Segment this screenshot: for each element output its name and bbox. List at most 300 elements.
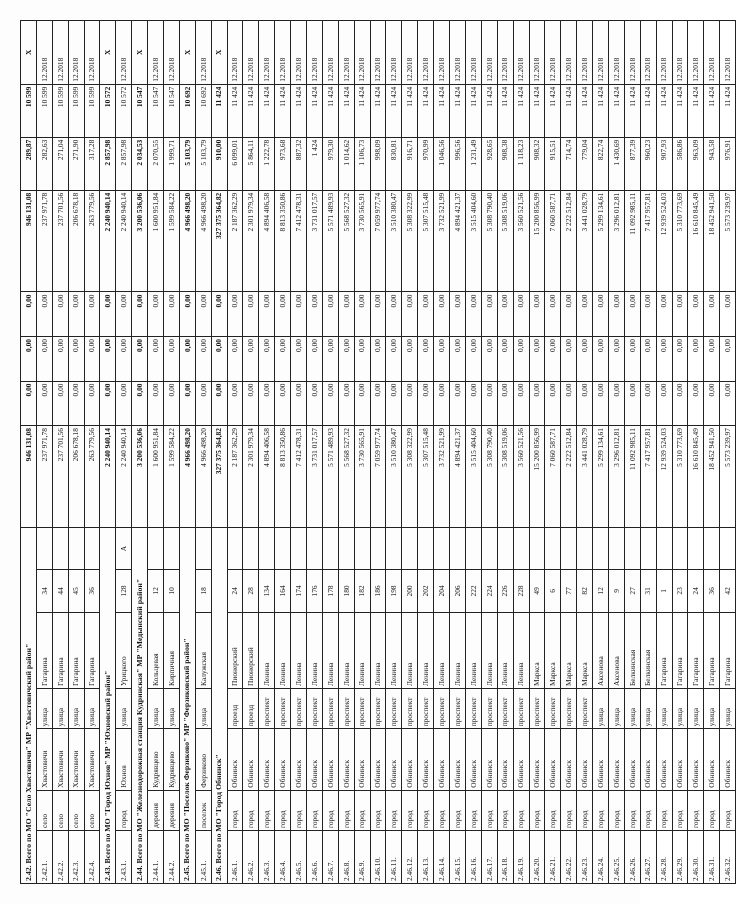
table-cell: проспект xyxy=(322,688,338,728)
table-cell: 0,00 xyxy=(291,381,307,426)
table-cell: 12.2018 xyxy=(624,21,640,85)
table-cell: 178 xyxy=(322,570,338,612)
table-row xyxy=(688,21,704,884)
table-cell: город xyxy=(322,790,338,830)
table-cell: 0,00 xyxy=(481,381,497,426)
table-cell: Ленина xyxy=(513,612,529,688)
table-cell: 12.2018 xyxy=(561,21,577,85)
section-total-cell: 0,00 xyxy=(21,292,37,337)
table-cell: 0,00 xyxy=(36,337,52,382)
section-total-cell: 910,00 xyxy=(211,137,227,190)
section-total-cell: 0,00 xyxy=(179,292,195,337)
table-cell: проспект xyxy=(434,688,450,728)
table-cell: 0,00 xyxy=(386,292,402,337)
table-cell: Обнинск xyxy=(640,729,656,790)
table-cell: 2 301 979,34 xyxy=(243,190,259,292)
table-cell: 10 572 xyxy=(116,84,132,137)
table-cell: 3 510 380,47 xyxy=(386,426,402,528)
section-total-row xyxy=(179,21,195,884)
section-total-cell: 0,00 xyxy=(179,337,195,382)
table-cell: 2.46.20. xyxy=(529,831,545,884)
table-cell: 134 xyxy=(259,570,275,612)
table-cell: 18 xyxy=(195,570,211,612)
table-cell xyxy=(322,527,338,569)
table-row xyxy=(497,21,513,884)
table-cell: 0,00 xyxy=(545,292,561,337)
table-cell: 7 417 957,81 xyxy=(640,426,656,528)
table-cell: 12.2018 xyxy=(322,21,338,85)
table-cell: Кудрявцево xyxy=(164,729,180,790)
table-cell: проспект xyxy=(275,688,291,728)
table-cell: 11 424 xyxy=(354,84,370,137)
section-total-cell: 946 131,08 xyxy=(21,426,37,528)
table-cell: 5 308 519,06 xyxy=(497,426,513,528)
table-cell: 11 424 xyxy=(624,84,640,137)
table-row xyxy=(561,21,577,884)
table-cell: 2 301 979,34 xyxy=(243,426,259,528)
table-cell: 11 424 xyxy=(513,84,529,137)
section-total-row xyxy=(132,21,148,884)
table-cell: 5 299 134,61 xyxy=(593,426,609,528)
table-cell: 0,00 xyxy=(434,292,450,337)
table-cell: 263 779,56 xyxy=(84,426,100,528)
table-cell: 960,23 xyxy=(640,137,656,190)
table-cell: 77 xyxy=(561,570,577,612)
table-cell: Белкинская xyxy=(624,612,640,688)
table-cell: 228 xyxy=(513,570,529,612)
table-cell: 36 xyxy=(84,570,100,612)
table-cell: 908,38 xyxy=(497,137,513,190)
table-cell: 4 894 421,37 xyxy=(450,190,466,292)
table-cell: 0,00 xyxy=(68,381,84,426)
table-cell: 928,65 xyxy=(481,137,497,190)
table-row xyxy=(465,21,481,884)
table-cell: 0,00 xyxy=(497,337,513,382)
table-cell: Обнинск xyxy=(434,729,450,790)
section-total-cell: X xyxy=(179,21,195,85)
table-cell xyxy=(624,527,640,569)
table-cell: 0,00 xyxy=(164,337,180,382)
table-cell: 202 xyxy=(418,570,434,612)
table-cell xyxy=(720,527,736,569)
section-total-cell: 4 966 498,20 xyxy=(179,190,195,292)
table-cell: 44 xyxy=(52,570,68,612)
table-cell xyxy=(338,527,354,569)
table-cell: 0,00 xyxy=(513,337,529,382)
table-cell: 2 187 362,29 xyxy=(227,190,243,292)
section-total-row xyxy=(100,21,116,884)
table-cell: проспект xyxy=(259,688,275,728)
table-cell xyxy=(418,527,434,569)
table-cell: город xyxy=(704,790,720,830)
table-cell: 0,00 xyxy=(545,381,561,426)
table-cell: 0,00 xyxy=(608,292,624,337)
table-cell: 5 568 527,32 xyxy=(338,426,354,528)
table-row xyxy=(307,21,323,884)
table-cell: проспект xyxy=(450,688,466,728)
table-row xyxy=(386,21,402,884)
table-row xyxy=(593,21,609,884)
table-row xyxy=(84,21,100,884)
table-cell: 164 xyxy=(275,570,291,612)
table-cell: 1 430,69 xyxy=(608,137,624,190)
table-cell xyxy=(640,527,656,569)
table-cell: 5 308 790,40 xyxy=(481,190,497,292)
section-total-cell: 0,00 xyxy=(21,337,37,382)
table-cell: 0,00 xyxy=(243,292,259,337)
table-cell: Обнинск xyxy=(307,729,323,790)
table-cell: 15 200 856,99 xyxy=(529,190,545,292)
table-cell: 0,00 xyxy=(608,381,624,426)
table-row xyxy=(720,21,736,884)
section-total-cell: 0,00 xyxy=(21,381,37,426)
table-cell: Гагарина xyxy=(68,612,84,688)
table-cell: Пионерский xyxy=(227,612,243,688)
table-cell: 1 014,62 xyxy=(338,137,354,190)
table-cell: город xyxy=(275,790,291,830)
table-cell: 5 307 515,48 xyxy=(418,426,434,528)
table-cell xyxy=(450,527,466,569)
table-cell: 2 187 362,29 xyxy=(227,426,243,528)
table-cell: 2.46.16. xyxy=(465,831,481,884)
table-row xyxy=(402,21,418,884)
section-total-cell: 0,00 xyxy=(100,292,116,337)
table-cell: 3 730 565,91 xyxy=(354,426,370,528)
table-cell: город xyxy=(370,790,386,830)
table-cell: 11 424 xyxy=(450,84,466,137)
table-cell: Кольцевая xyxy=(148,612,164,688)
table-cell: Обнинск xyxy=(497,729,513,790)
table-cell: Обнинск xyxy=(545,729,561,790)
table-cell: улица xyxy=(84,688,100,728)
table-cell: 1 046,56 xyxy=(434,137,450,190)
table-cell: 174 xyxy=(291,570,307,612)
table-cell: Гагарина xyxy=(656,612,672,688)
table-cell: 206 678,18 xyxy=(68,190,84,292)
table-cell: 0,00 xyxy=(84,381,100,426)
table-cell: 5 307 515,48 xyxy=(418,190,434,292)
table-row xyxy=(164,21,180,884)
table-cell: 11 424 xyxy=(259,84,275,137)
table-cell xyxy=(593,527,609,569)
table-cell: 0,00 xyxy=(116,292,132,337)
table-row xyxy=(418,21,434,884)
section-total-cell: 327 375 364,82 xyxy=(211,426,227,528)
rotated-scan xyxy=(20,20,732,884)
table-cell: 2.46.23. xyxy=(577,831,593,884)
table-cell: 12.2018 xyxy=(370,21,386,85)
table-cell: 12.2018 xyxy=(688,21,704,85)
section-total-cell: X xyxy=(100,21,116,85)
table-cell: проспект xyxy=(545,688,561,728)
table-cell: Ленина xyxy=(322,612,338,688)
table-cell: 11 424 xyxy=(577,84,593,137)
table-cell: 3 441 028,79 xyxy=(577,426,593,528)
table-cell: 0,00 xyxy=(322,381,338,426)
table-cell: поселок xyxy=(195,790,211,830)
table-cell: Обнинск xyxy=(529,729,545,790)
table-cell: 0,00 xyxy=(354,381,370,426)
table-cell: 10 547 xyxy=(164,84,180,137)
table-cell: 28 xyxy=(243,570,259,612)
table-cell: улица xyxy=(116,688,132,728)
table-cell: 2.42.1. xyxy=(36,831,52,884)
table-cell: Гагарина xyxy=(672,612,688,688)
section-total-cell: 2 240 940,14 xyxy=(100,190,116,292)
table-cell: 887,32 xyxy=(291,137,307,190)
table-cell: 224 xyxy=(481,570,497,612)
table-cell: Обнинск xyxy=(608,729,624,790)
table-cell: 2.46.18. xyxy=(497,831,513,884)
table-cell: 3 731 017,57 xyxy=(307,426,323,528)
table-cell: 12.2018 xyxy=(720,21,736,85)
table-cell: 12.2018 xyxy=(36,21,52,85)
table-cell: Гагарина xyxy=(84,612,100,688)
table-cell: 12.2018 xyxy=(291,21,307,85)
table-cell: 4 894 406,58 xyxy=(259,426,275,528)
table-cell: Ферзиково xyxy=(195,729,211,790)
table-cell: 206 xyxy=(450,570,466,612)
table-cell: 0,00 xyxy=(84,337,100,382)
table-cell: 0,00 xyxy=(450,381,466,426)
table-cell: 0,00 xyxy=(291,292,307,337)
table-cell: 5 864,11 xyxy=(243,137,259,190)
table-cell: 0,00 xyxy=(656,292,672,337)
table-row xyxy=(529,21,545,884)
section-total-cell: 2 034,53 xyxy=(132,137,148,190)
table-cell: 237 701,56 xyxy=(52,426,68,528)
table-cell: 10 599 xyxy=(68,84,84,137)
section-total-cell: 10 599 xyxy=(21,84,37,137)
table-cell: 11 424 xyxy=(640,84,656,137)
table-cell: 0,00 xyxy=(307,337,323,382)
table-cell: Обнинск xyxy=(513,729,529,790)
table-cell: 0,00 xyxy=(402,337,418,382)
table-cell: улица xyxy=(164,688,180,728)
table-cell: Обнинск xyxy=(291,729,307,790)
table-cell: 12.2018 xyxy=(434,21,450,85)
table-cell: 12.2018 xyxy=(513,21,529,85)
table-cell: 11 424 xyxy=(243,84,259,137)
table-cell: 0,00 xyxy=(608,337,624,382)
table-row xyxy=(545,21,561,884)
table-cell: 915,51 xyxy=(545,137,561,190)
table-cell: город xyxy=(259,790,275,830)
table-row xyxy=(52,21,68,884)
table-cell: 0,00 xyxy=(656,381,672,426)
table-cell xyxy=(148,527,164,569)
table-cell: 2.46.22. xyxy=(561,831,577,884)
table-cell: 0,00 xyxy=(465,337,481,382)
table-cell: Ленина xyxy=(481,612,497,688)
table-cell: 0,00 xyxy=(195,292,211,337)
table-cell: проспект xyxy=(402,688,418,728)
table-cell: 11 424 xyxy=(593,84,609,137)
table-cell: 2.46.11. xyxy=(386,831,402,884)
table-cell: 979,30 xyxy=(322,137,338,190)
table-cell: 0,00 xyxy=(418,381,434,426)
table-cell: Обнинск xyxy=(243,729,259,790)
section-total-cell: 0,00 xyxy=(100,381,116,426)
table-cell: Маркса xyxy=(577,612,593,688)
table-cell xyxy=(195,527,211,569)
table-cell: 5 571 489,93 xyxy=(322,426,338,528)
table-cell: 916,71 xyxy=(402,137,418,190)
table-cell: 963,09 xyxy=(688,137,704,190)
table-cell: город xyxy=(624,790,640,830)
table-cell: 2.46.10. xyxy=(370,831,386,884)
table-cell: улица xyxy=(704,688,720,728)
table-cell: 16 610 845,49 xyxy=(688,426,704,528)
table-cell: Обнинск xyxy=(481,729,497,790)
table-cell: 0,00 xyxy=(561,337,577,382)
table-cell: 11 424 xyxy=(418,84,434,137)
table-cell: город xyxy=(450,790,466,830)
table-cell: 2.46.15. xyxy=(450,831,466,884)
table-cell: город xyxy=(513,790,529,830)
table-cell: 0,00 xyxy=(52,381,68,426)
table-cell: 9 xyxy=(608,570,624,612)
table-cell: проезд xyxy=(243,688,259,728)
table-cell: 11 424 xyxy=(561,84,577,137)
table-cell: 0,00 xyxy=(513,292,529,337)
table-cell: 42 xyxy=(720,570,736,612)
table-cell: 0,00 xyxy=(672,292,688,337)
table-cell: 0,00 xyxy=(640,381,656,426)
table-cell: 2.46.30. xyxy=(688,831,704,884)
table-cell: 2.46.29. xyxy=(672,831,688,884)
table-cell: 12.2018 xyxy=(656,21,672,85)
table-cell: 11 424 xyxy=(402,84,418,137)
table-cell: 5 310 773,69 xyxy=(672,426,688,528)
table-cell: 12.2018 xyxy=(164,21,180,85)
table-cell: 0,00 xyxy=(195,337,211,382)
table-cell: 0,00 xyxy=(481,292,497,337)
table-cell: 2.46.24. xyxy=(593,831,609,884)
table-cell: 11 424 xyxy=(227,84,243,137)
table-cell: Обнинск xyxy=(465,729,481,790)
table-cell: 5 299 134,61 xyxy=(593,190,609,292)
table-cell: 830,81 xyxy=(386,137,402,190)
table-cell: 12.2018 xyxy=(640,21,656,85)
table-cell: 0,00 xyxy=(322,292,338,337)
table-cell: 0,00 xyxy=(275,292,291,337)
table-cell: 0,00 xyxy=(116,337,132,382)
table-cell: 5 308 790,40 xyxy=(481,426,497,528)
table-row xyxy=(656,21,672,884)
table-cell: Маркса xyxy=(545,612,561,688)
table-cell: 1 118,23 xyxy=(513,137,529,190)
table-cell: 206 678,18 xyxy=(68,426,84,528)
table-cell: 0,00 xyxy=(624,337,640,382)
table-cell: Обнинск xyxy=(704,729,720,790)
table-cell: 12.2018 xyxy=(418,21,434,85)
table-cell: 1 600 951,84 xyxy=(148,190,164,292)
table-cell: 237 971,78 xyxy=(36,190,52,292)
table-cell: 2.46.9. xyxy=(354,831,370,884)
table-cell: 198 xyxy=(386,570,402,612)
section-total-cell: 0,00 xyxy=(132,292,148,337)
table-cell: 0,00 xyxy=(148,337,164,382)
table-cell: 0,00 xyxy=(243,381,259,426)
table-cell: деревня xyxy=(148,790,164,830)
table-cell: 0,00 xyxy=(672,381,688,426)
table-cell: 282,63 xyxy=(36,137,52,190)
table-cell: 0,00 xyxy=(370,292,386,337)
table-cell: 12.2018 xyxy=(259,21,275,85)
table-cell: 12.2018 xyxy=(481,21,497,85)
table-cell xyxy=(529,527,545,569)
table-cell: 11 424 xyxy=(720,84,736,137)
table-cell: 1 599 584,22 xyxy=(164,426,180,528)
table-cell: 0,00 xyxy=(720,381,736,426)
table-cell: город xyxy=(418,790,434,830)
table-cell: Ленина xyxy=(418,612,434,688)
table-cell: 0,00 xyxy=(291,337,307,382)
table-cell: 271,04 xyxy=(52,137,68,190)
table-cell: 10 599 xyxy=(36,84,52,137)
table-cell: проезд xyxy=(227,688,243,728)
table-cell: 12.2018 xyxy=(402,21,418,85)
section-total-cell: 2 240 940,14 xyxy=(100,426,116,528)
table-cell: 0,00 xyxy=(338,337,354,382)
table-row xyxy=(672,21,688,884)
table-cell: 7 417 957,81 xyxy=(640,190,656,292)
table-cell xyxy=(608,527,624,569)
table-cell: 10 547 xyxy=(148,84,164,137)
table-cell: 12 939 524,03 xyxy=(656,426,672,528)
table-cell: 3 732 521,99 xyxy=(434,426,450,528)
table-cell xyxy=(656,527,672,569)
table-cell xyxy=(227,527,243,569)
table-cell: 2.46.26. xyxy=(624,831,640,884)
table-cell: 0,00 xyxy=(418,292,434,337)
table-cell: 0,00 xyxy=(672,337,688,382)
table-cell: 182 xyxy=(354,570,370,612)
table-cell: 2.46.6. xyxy=(307,831,323,884)
section-total-cell: 946 131,08 xyxy=(21,190,37,292)
table-cell: 2.45.1. xyxy=(195,831,211,884)
table-cell: 0,00 xyxy=(434,337,450,382)
table-cell: проспект xyxy=(338,688,354,728)
table-cell: 5 103,79 xyxy=(195,137,211,190)
table-row xyxy=(338,21,354,884)
table-cell: 2.46.31. xyxy=(704,831,720,884)
table-cell: 4 966 498,20 xyxy=(195,426,211,528)
section-total-cell: 0,00 xyxy=(132,381,148,426)
table-cell: 180 xyxy=(338,570,354,612)
table-row xyxy=(624,21,640,884)
table-cell: проспект xyxy=(577,688,593,728)
table-cell: 0,00 xyxy=(529,381,545,426)
table-cell: 0,00 xyxy=(386,337,402,382)
table-cell: 0,00 xyxy=(36,292,52,337)
table-cell: 12.2018 xyxy=(243,21,259,85)
table-cell: 0,00 xyxy=(243,337,259,382)
table-cell: Ленина xyxy=(402,612,418,688)
table-cell: 2.46.13. xyxy=(418,831,434,884)
table-cell: 12 xyxy=(593,570,609,612)
table-cell: 12.2018 xyxy=(529,21,545,85)
table-cell: 5 568 527,32 xyxy=(338,190,354,292)
table-cell: 0,00 xyxy=(465,381,481,426)
table-cell: 11 092 985,11 xyxy=(624,190,640,292)
table-cell: 7 059 977,74 xyxy=(370,190,386,292)
table-cell: 12.2018 xyxy=(354,21,370,85)
table-cell: 5 308 322,99 xyxy=(402,190,418,292)
table-cell: 12.2018 xyxy=(450,21,466,85)
table-cell: 0,00 xyxy=(386,381,402,426)
